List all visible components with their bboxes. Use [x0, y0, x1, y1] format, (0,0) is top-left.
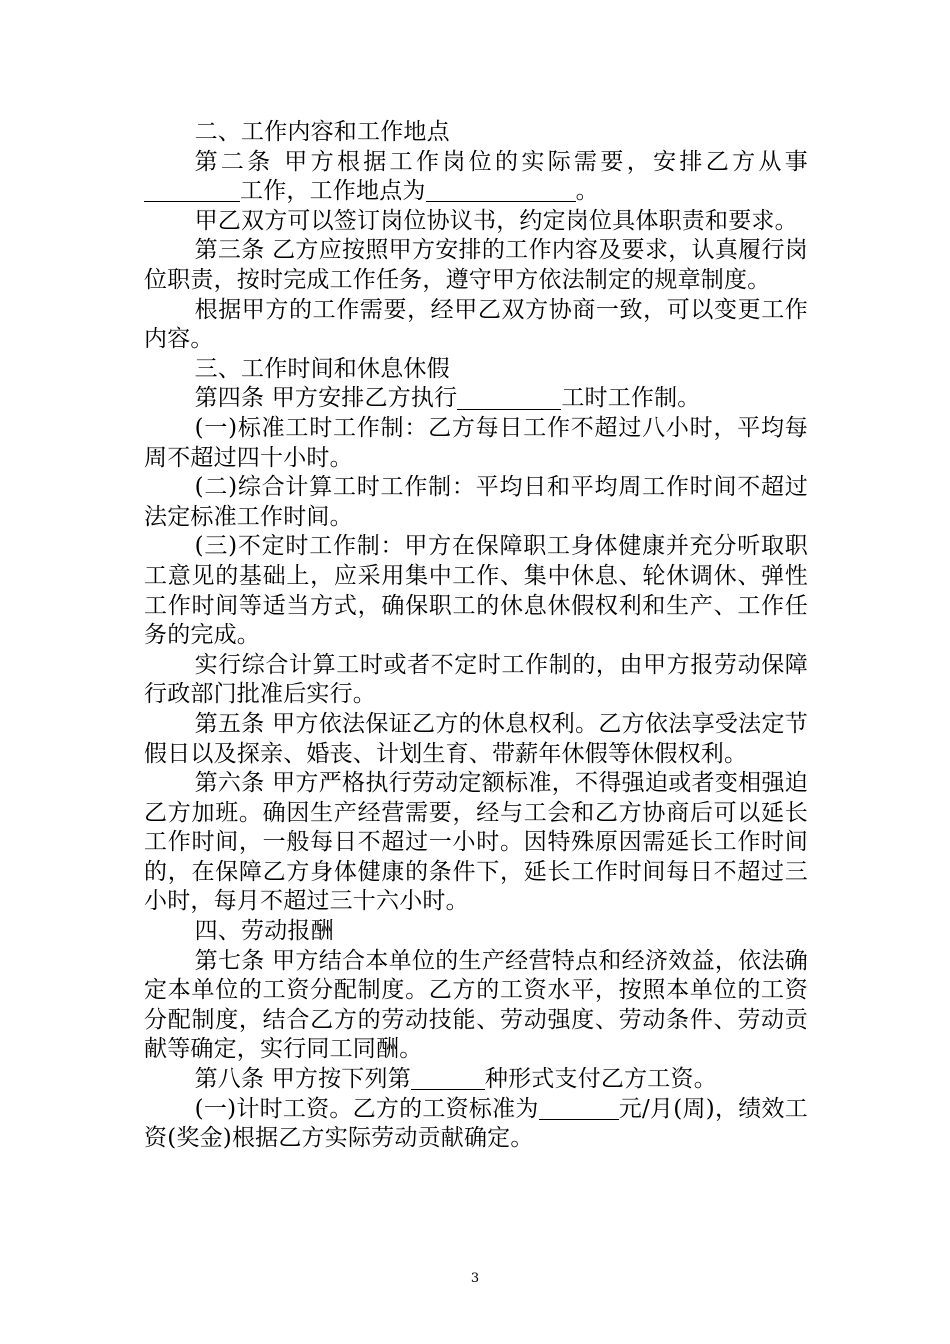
- article-6-text: 第六条 甲方严格执行劳动定额标准，不得强迫或者变相强迫乙方加班。确因生产经营需要，经与工会和乙方协商后可以延长工作时间，一般每日不超过一小时。因特殊原因需延长工作时间的，在保障乙方身体健康的条件下，延长工作时间每日不超过三小时，每月不超过三十六小时。: [144, 770, 808, 915]
- payment-form-blank: [411, 1065, 485, 1090]
- article-6: [144, 769, 808, 917]
- paragraph-text: 根据甲方的工作需要，经甲乙双方协商一致，可以变更工作内容。: [144, 296, 808, 353]
- article-3-text: 第三条 乙方应按照甲方安排的工作内容及要求，认真履行岗位职责，按时完成工作任务，遵守甲方依法制定的规章制度。: [144, 237, 808, 293]
- article-2-paragraph-2: [144, 207, 808, 237]
- article-4-paragraph-2: [144, 651, 808, 710]
- paragraph-text: 甲乙双方可以签订岗位协议书，约定岗位具体职责和要求。: [194, 207, 798, 234]
- document-body: [144, 118, 808, 1154]
- item-text: (三)不定时工作制：甲方在保障职工身体健康并充分听取职工意见的基础上，应采用集中工作、集中休息、轮休调休、弹性工作时间等适当方式，确保职工的休息休假权利和生产、工作任务的完成。: [144, 533, 808, 649]
- section-heading: [144, 355, 808, 385]
- article-5-text: 第五条 甲方依法保证乙方的休息权利。乙方依法享受法定节假日以及探亲、婚丧、计划生育、带薪年休假等休假权利。: [144, 710, 808, 767]
- page-number: 3: [470, 1271, 480, 1286]
- item-text: (二)综合计算工时工作制：平均日和平均周工作时间不超过法定标准工作时间。: [144, 474, 808, 530]
- item-text-2: 元/月(周)，绩效工资(奖金)根据乙方实际劳动贡献确定。: [144, 1095, 808, 1152]
- article-2-text-3: 。: [575, 178, 599, 205]
- article-4: [144, 384, 808, 414]
- article-3-paragraph-2: [144, 296, 808, 355]
- workplace-blank: [426, 177, 576, 202]
- item-text: (一)标准工时工作制：乙方每日工作不超过八小时，平均每周不超过四十小时。: [144, 414, 808, 471]
- paragraph-text: 实行综合计算工时或者不定时工作制的，由甲方报劳动保障行政部门批准后实行。: [144, 651, 808, 708]
- section-heading-text: 四、劳动报酬: [194, 918, 334, 945]
- article-2-text: 第二条 甲方根据工作岗位的实际需要，安排乙方从事: [194, 148, 808, 175]
- section-heading: [144, 118, 808, 148]
- section-heading: [144, 917, 808, 947]
- article-2: [144, 148, 808, 207]
- article-4-text-2: 工时工作制。: [561, 385, 701, 412]
- section-heading-text: 二、工作内容和工作地点: [194, 119, 450, 145]
- work-hours-system-blank: [457, 384, 561, 409]
- article-2-text-2: 工作，工作地点为: [240, 178, 426, 205]
- article-7-text: 第七条 甲方结合本单位的生产经营特点和经济效益，依法确定本单位的工资分配制度。乙方的工资水平，按照本单位的工资分配制度，结合乙方的劳动技能、劳动强度、劳动条件、劳动贡献等确定，实行同工同酬。: [144, 947, 808, 1063]
- item-text: (一)计时工资。乙方的工资标准为: [194, 1095, 539, 1122]
- article-4-item-3: [144, 532, 808, 650]
- article-4-item-2: [144, 473, 808, 532]
- section-heading-text: 三、工作时间和休息休假: [194, 355, 450, 382]
- article-3: [144, 236, 808, 295]
- article-5: [144, 710, 808, 769]
- article-4-item-1: [144, 414, 808, 473]
- article-8: [144, 1065, 808, 1095]
- article-4-text: 第四条 甲方安排乙方执行: [194, 385, 458, 412]
- article-8-text-2: 种形式支付乙方工资。: [484, 1066, 717, 1093]
- article-8-text: 第八条 甲方按下列第: [194, 1066, 411, 1093]
- wage-amount-blank: [539, 1095, 619, 1120]
- article-7: [144, 947, 808, 1065]
- article-8-item-1: [144, 1095, 808, 1154]
- job-blank: [144, 177, 240, 202]
